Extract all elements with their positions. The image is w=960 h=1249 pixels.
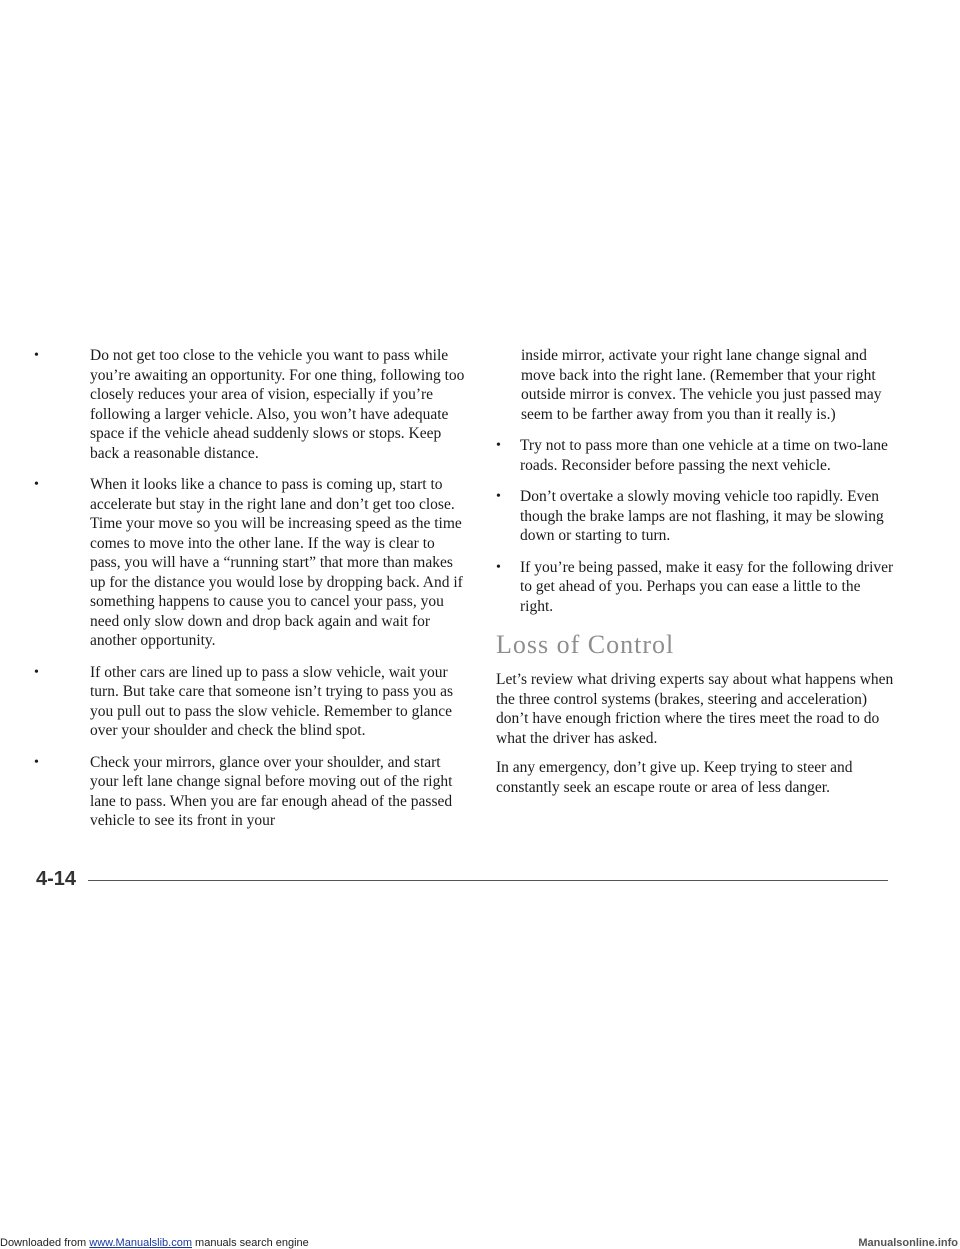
bullet-text: Do not get too close to the vehicle you want to pass while you’re awaiting an opportunity. For one thing, following too closely reduces your area of vision, especially if you’re following a larger vehicle. Also, you won’t have adequate space if the vehicle ahead suddenly slows or stops. Keep back a reasonable distance.: [90, 347, 465, 462]
paragraph: Let’s review what driving experts say about what happens when the three control systems (brakes, steering and acceleration) don’t have enough friction where the tires meet the road to do what the driver has asked.: [496, 671, 894, 747]
page-number: 4-14: [36, 868, 77, 890]
bullet-item: [34, 753, 466, 831]
bullet-item: [34, 475, 466, 651]
footer-divider: [88, 880, 888, 881]
bullet-text: If you’re being passed, make it easy for the following driver to get ahead of you. Perhaps you can ease a little to the right.: [520, 558, 894, 615]
left-column: [34, 346, 466, 843]
download-footer: [0, 1238, 960, 1249]
section-heading: Loss of Control: [496, 630, 675, 659]
bullet-item: [34, 346, 466, 463]
bullet-icon: •: [34, 664, 39, 680]
bullet-item: [34, 663, 466, 741]
bullet-icon: •: [34, 754, 39, 770]
footer-prefix: Downloaded from: [0, 1237, 90, 1249]
bullet-text: Don’t overtake a slowly moving vehicle too rapidly. Even though the brake lamps are not flashing, it may be slowing down or starting to turn.: [520, 488, 884, 544]
manualslib-link[interactable]: www.Manualslib.com: [89, 1237, 192, 1249]
bullet-icon: •: [496, 489, 501, 504]
footer-suffix: manuals search engine: [191, 1237, 309, 1249]
watermark: Manualsonline.info: [858, 1237, 958, 1249]
continued-text: inside mirror, activate your right lane change signal and move back into the right lane. (Remember that your right outside mirror is convex. The vehicle you just passed may seem to be farther away from you than it really is.): [521, 347, 882, 423]
bullet-text: If other cars are lined up to pass a slow vehicle, wait your turn. But take care that someone isn’t trying to pass you as you pull out to pass the slow vehicle. Remember to glance over your shoulder and check the blind spot.: [90, 663, 454, 739]
bullet-icon: •: [34, 348, 39, 363]
bullet-icon: •: [34, 477, 39, 492]
bullet-item: [496, 487, 896, 546]
paragraph: In any emergency, don’t give up. Keep trying to steer and constantly seek an escape route or area of less danger.: [496, 759, 853, 796]
bullet-item: [496, 436, 896, 475]
bullet-text: Check your mirrors, glance over your shoulder, and start your left lane change signal before moving out of the right lane to pass. When you are far enough ahead of the passed vehicle to see its front in your: [90, 753, 453, 829]
bullet-item: [496, 558, 896, 617]
bullet-icon: •: [496, 559, 501, 575]
right-column: [496, 346, 896, 807]
bullet-text: Try not to pass more than one vehicle at a time on two-lane roads. Reconsider before passing the next vehicle.: [520, 437, 888, 474]
bullet-icon: •: [496, 438, 501, 453]
bullet-text: When it looks like a chance to pass is coming up, start to accelerate but stay in the right lane and don’t get too close. Time your move so you will be increasing speed as the time comes to move into the other lane. If the way is clear to pass, you will have a “running start” that more than makes up for the distance you would lose by dropping back. And if something happens to cause you to cancel your pass, you need only slow down and drop back again and wait for another opportunity.: [90, 476, 463, 649]
